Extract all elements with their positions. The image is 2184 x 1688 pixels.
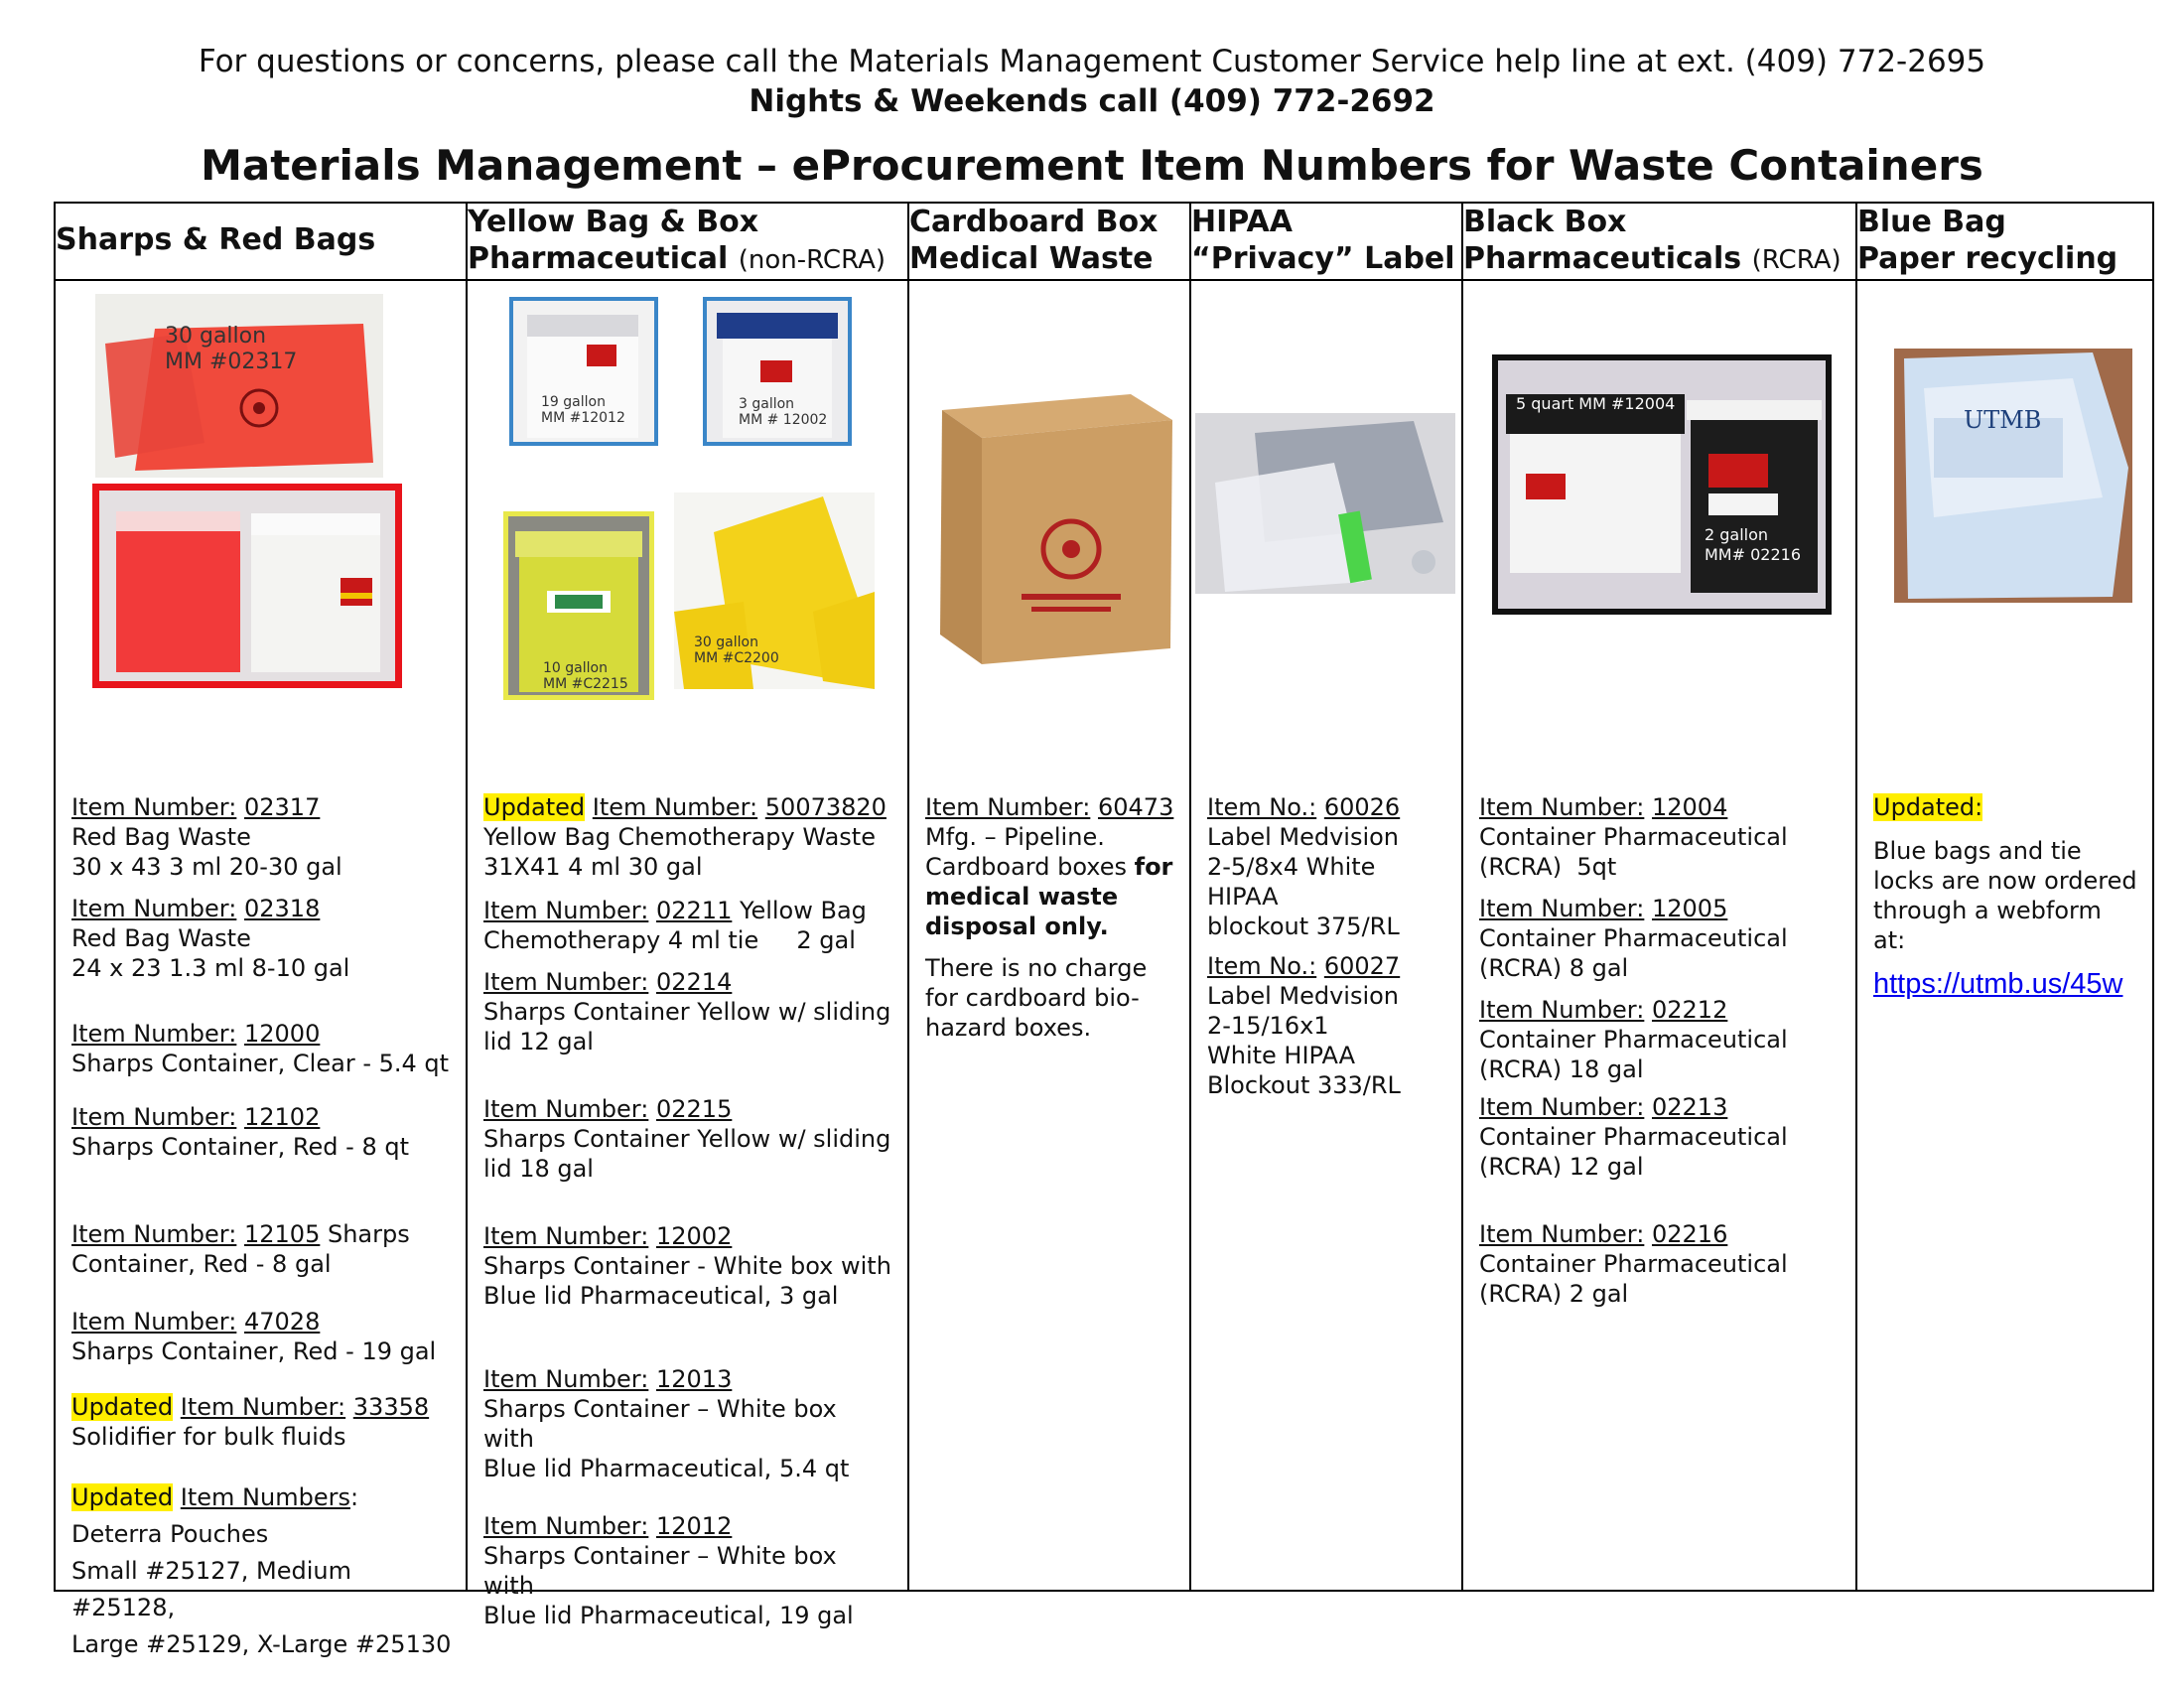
column-header-black-box xyxy=(1462,203,1856,280)
item-number: 02318 xyxy=(243,895,321,922)
item-description: Cardboard boxes xyxy=(925,853,1135,881)
photo-caption: MM #02317 xyxy=(165,350,298,374)
photo-caption: MM #12012 xyxy=(541,410,625,426)
column-header-cardboard xyxy=(908,203,1190,280)
waste-container-table xyxy=(54,202,2154,1658)
item-deterra: Updated Item Numbers: Deterra Pouches Small #25127, Medium #25128, Large #25129, X-Large #25130 xyxy=(71,1479,452,1663)
item-description: Blockout 333/RL xyxy=(1207,1071,1401,1099)
item-label: Item Number: xyxy=(925,793,1091,821)
item-description: Container Pharmaceutical xyxy=(1479,924,1788,952)
item-number: 02317 xyxy=(243,793,321,821)
item-description: Small #25127, Medium #25128, xyxy=(71,1557,351,1621)
info-text: at: xyxy=(1873,926,1906,954)
header-title: Black Box xyxy=(1463,205,1627,239)
item-02215 xyxy=(483,1094,893,1184)
item-description: Yellow Bag Chemotherapy Waste xyxy=(483,823,876,851)
item-label: Item Number: xyxy=(71,1020,237,1048)
item-number: 02213 xyxy=(1651,1093,1728,1121)
item-label: Item Number: xyxy=(180,1393,346,1421)
note-text: for cardboard bio- xyxy=(925,984,1140,1012)
info-text: locks are now ordered xyxy=(1873,867,2137,895)
column-black-box-text xyxy=(1479,792,1842,1321)
item-label: Item Number: xyxy=(483,1095,649,1123)
item-label: Item Number: xyxy=(71,895,237,922)
item-number: 12105 xyxy=(243,1220,321,1248)
item-02318 xyxy=(71,894,452,983)
nights-weekends-text: Nights & Weekends call (409) 772-2692 xyxy=(749,83,1435,119)
column-hipaa-text xyxy=(1207,792,1447,1112)
item-02211 xyxy=(483,896,893,955)
photo-caption: MM #C2200 xyxy=(694,650,779,666)
item-47028 xyxy=(71,1307,452,1366)
hipaa-label-photo xyxy=(1195,413,1455,594)
column-header-blue-bag xyxy=(1856,203,2153,280)
item-02214 xyxy=(483,967,893,1056)
header-subtitle: Pharmaceutical xyxy=(468,241,729,276)
item-number: 50073820 xyxy=(764,793,887,821)
item-02317 xyxy=(71,792,452,882)
item-number: 60026 xyxy=(1323,793,1401,821)
item-description: Container Pharmaceutical xyxy=(1479,823,1788,851)
item-description-bold: disposal only. xyxy=(925,913,1109,940)
item-12004 xyxy=(1479,792,1842,882)
item-description: Solidifier for bulk fluids xyxy=(71,1423,346,1451)
yellow-19gal-photo xyxy=(509,297,658,446)
item-description: lid 12 gal xyxy=(483,1028,594,1055)
item-description: Label Medvision xyxy=(1207,982,1400,1010)
header-title: Sharps & Red Bags xyxy=(56,222,376,257)
item-label: Item Number: xyxy=(592,793,758,821)
item-description: 31X41 4 ml 30 gal xyxy=(483,853,703,881)
item-description: Container, Red - 8 gal xyxy=(71,1250,332,1278)
cardboard-box-photo xyxy=(922,380,1178,668)
photo-caption: 2 gallon xyxy=(1705,525,1769,544)
item-label: Item Number: xyxy=(1479,793,1645,821)
item-number: 33358 xyxy=(352,1393,430,1421)
updated-badge: Updated xyxy=(483,793,586,821)
updated-badge: Updated: xyxy=(1873,793,1983,821)
item-description: Yellow Bag xyxy=(739,897,867,924)
header-qualifier: (non-RCRA) xyxy=(738,245,887,275)
header-title: HIPAA xyxy=(1191,205,1293,239)
photo-caption: MM #C2215 xyxy=(543,676,628,692)
blue-3gal-photo xyxy=(703,297,852,446)
black-box-photo xyxy=(1492,354,1832,615)
item-number: 47028 xyxy=(243,1308,321,1336)
header-subtitle: Medical Waste xyxy=(909,241,1154,276)
page-title: Materials Management – eProcurement Item Numbers for Waste Containers xyxy=(201,141,1983,190)
item-60027 xyxy=(1207,951,1447,1100)
item-description: 2-5/8x4 White HIPAA xyxy=(1207,853,1376,911)
item-12002 xyxy=(483,1221,893,1311)
item-02213 xyxy=(1479,1092,1842,1182)
item-label: Item Number: xyxy=(483,968,649,996)
photo-caption: 19 gallon xyxy=(541,394,606,410)
item-02212 xyxy=(1479,995,1842,1084)
item-12013 xyxy=(483,1364,893,1483)
note-text: hazard boxes. xyxy=(925,1014,1092,1042)
item-description: Blue lid Pharmaceutical, 3 gal xyxy=(483,1282,839,1310)
header-title: Yellow Bag & Box xyxy=(468,205,759,239)
item-12102 xyxy=(71,1102,452,1162)
item-label: Item Number: xyxy=(1479,1220,1645,1248)
item-description: blockout 375/RL xyxy=(1207,913,1400,940)
column-cardboard-box xyxy=(908,280,1190,1591)
item-description: Blue lid Pharmaceutical, 5.4 qt xyxy=(483,1455,850,1482)
item-description: (RCRA) 5qt xyxy=(1479,853,1617,881)
item-label: Item Number: xyxy=(71,793,237,821)
updated-badge: Updated xyxy=(71,1483,174,1511)
header-title: Cardboard Box xyxy=(909,205,1159,239)
blue-bag-photo xyxy=(1894,349,2132,603)
item-60473 xyxy=(925,792,1175,941)
photo-caption: 10 gallon xyxy=(543,660,608,676)
item-description: Container Pharmaceutical xyxy=(1479,1123,1788,1151)
item-description: Sharps Container, Red - 8 qt xyxy=(71,1133,409,1161)
photo-caption: 30 gallon xyxy=(694,634,758,650)
item-label: Item Number: xyxy=(1479,1093,1645,1121)
item-description: Container Pharmaceutical xyxy=(1479,1026,1788,1054)
item-description: Label Medvision xyxy=(1207,823,1400,851)
item-label: Item No.: xyxy=(1207,793,1317,821)
photo-caption: MM # 12002 xyxy=(739,412,828,428)
yellow-10gal-photo xyxy=(503,511,654,700)
item-label: Item Number: xyxy=(483,897,649,924)
item-number: 12013 xyxy=(655,1365,733,1393)
item-number: 02215 xyxy=(655,1095,733,1123)
item-description: 30 x 43 3 ml 20-30 gal xyxy=(71,853,342,881)
item-description: Sharps Container – White box with xyxy=(483,1542,837,1600)
help-line-text: For questions or concerns, please call the Materials Management Customer Service help line at ext. (409) 772-2695 xyxy=(198,44,1986,79)
header-subtitle: Pharmaceuticals xyxy=(1463,241,1742,276)
item-description: Sharps Container, Clear - 5.4 qt xyxy=(71,1050,450,1077)
item-number: 12002 xyxy=(655,1222,733,1250)
item-number: 12012 xyxy=(655,1512,733,1540)
column-black-box xyxy=(1462,280,1856,1591)
column-hipaa-label xyxy=(1190,280,1462,1591)
column-header-hipaa xyxy=(1190,203,1462,280)
item-description: (RCRA) 2 gal xyxy=(1479,1280,1629,1308)
item-description: (RCRA) 18 gal xyxy=(1479,1055,1644,1083)
item-50073820 xyxy=(483,792,893,882)
updated-badge: Updated xyxy=(71,1393,174,1421)
item-description: Sharps Container, Red - 19 gal xyxy=(71,1337,437,1365)
photo-caption: 3 gallon xyxy=(739,396,795,412)
item-02216 xyxy=(1479,1219,1842,1309)
yellow-bag-photo xyxy=(674,492,875,689)
item-description: White HIPAA xyxy=(1207,1042,1355,1069)
item-description: Sharps Container Yellow w/ sliding xyxy=(483,1125,891,1153)
item-description: Deterra Pouches xyxy=(71,1520,269,1548)
item-number: 02214 xyxy=(655,968,733,996)
column-cardboard-text xyxy=(925,792,1175,1055)
item-label: Item No.: xyxy=(1207,952,1317,980)
item-12012 xyxy=(483,1511,893,1630)
item-description: lid 18 gal xyxy=(483,1155,594,1183)
item-label: Item Number: xyxy=(71,1308,237,1336)
header-subtitle: Paper recycling xyxy=(1857,241,2118,276)
item-description-bold: medical waste xyxy=(925,883,1119,911)
item-number: 12000 xyxy=(243,1020,321,1048)
item-label: Item Number: xyxy=(1479,895,1645,922)
item-12005 xyxy=(1479,894,1842,983)
item-description: (RCRA) 12 gal xyxy=(1479,1153,1644,1181)
item-description: Sharps xyxy=(327,1220,410,1248)
header-subtitle: “Privacy” Label xyxy=(1191,241,1455,276)
item-label: Item Number: xyxy=(483,1365,649,1393)
item-label: Item Number: xyxy=(71,1103,237,1131)
item-description: Sharps Container Yellow w/ sliding xyxy=(483,998,891,1026)
column-blue-bag xyxy=(1856,280,2153,1591)
red-bag-photo xyxy=(95,294,383,478)
item-description: Red Bag Waste xyxy=(71,823,251,851)
column-header-yellow xyxy=(467,203,908,280)
item-number: 02211 xyxy=(655,897,733,924)
info-text: through a webform xyxy=(1873,897,2102,924)
item-description: 2-15/16x1 xyxy=(1207,1012,1329,1040)
item-description: Sharps Container – White box with xyxy=(483,1395,837,1453)
column-sharps-text xyxy=(71,792,452,1675)
item-number: 60027 xyxy=(1323,952,1401,980)
item-number: 12005 xyxy=(1651,895,1728,922)
photo-caption: 5 quart MM #12004 xyxy=(1516,394,1676,413)
item-number: 60473 xyxy=(1097,793,1174,821)
sharps-containers-photo xyxy=(92,484,402,688)
item-description: Container Pharmaceutical xyxy=(1479,1250,1788,1278)
item-label: Item Number: xyxy=(1479,996,1645,1024)
column-blue-bag-text xyxy=(1873,792,2138,1012)
photo-caption: MM# 02216 xyxy=(1705,545,1801,564)
column-yellow-pharma xyxy=(467,280,908,1629)
item-description: Large #25129, X-Large #25130 xyxy=(71,1630,452,1658)
item-description: Mfg. – Pipeline. xyxy=(925,823,1105,851)
header-title: Blue Bag xyxy=(1857,205,2006,239)
column-yellow-text xyxy=(483,792,893,1642)
photo-caption: 30 gallon xyxy=(165,324,267,349)
column-header-sharps xyxy=(55,203,467,280)
item-description: Blue lid Pharmaceutical, 19 gal xyxy=(483,1602,854,1629)
cardboard-note xyxy=(925,953,1175,1043)
item-label: Item Number: xyxy=(483,1512,649,1540)
item-label: Item Number: xyxy=(71,1220,237,1248)
blue-bag-info xyxy=(1873,836,2138,955)
item-label: Item Numbers xyxy=(180,1483,350,1511)
item-12105 xyxy=(71,1219,452,1279)
item-12000 xyxy=(71,1019,452,1078)
item-number: 12004 xyxy=(1651,793,1728,821)
item-60026 xyxy=(1207,792,1447,941)
item-description: 24 x 23 1.3 ml 8-10 gal xyxy=(71,954,350,982)
info-text: Blue bags and tie xyxy=(1873,837,2082,865)
item-number: 02216 xyxy=(1651,1220,1728,1248)
item-description: (RCRA) 8 gal xyxy=(1479,954,1629,982)
item-description: Chemotherapy 4 ml tie 2 gal xyxy=(483,926,856,954)
item-33358 xyxy=(71,1392,452,1452)
item-description: Red Bag Waste xyxy=(71,924,251,952)
note-text: There is no charge xyxy=(925,954,1148,982)
item-label: Item Number: xyxy=(483,1222,649,1250)
bag-logo-text: UTMB xyxy=(1964,406,2042,434)
item-number: 12102 xyxy=(243,1103,321,1131)
header-qualifier: (RCRA) xyxy=(1751,245,1842,275)
item-number: 02212 xyxy=(1651,996,1728,1024)
item-description: Sharps Container - White box with xyxy=(483,1252,891,1280)
item-description-bold: for xyxy=(1134,853,1173,881)
webform-link[interactable]: https://utmb.us/45w xyxy=(1873,968,2123,1000)
column-sharps-red-bags xyxy=(55,280,467,1658)
